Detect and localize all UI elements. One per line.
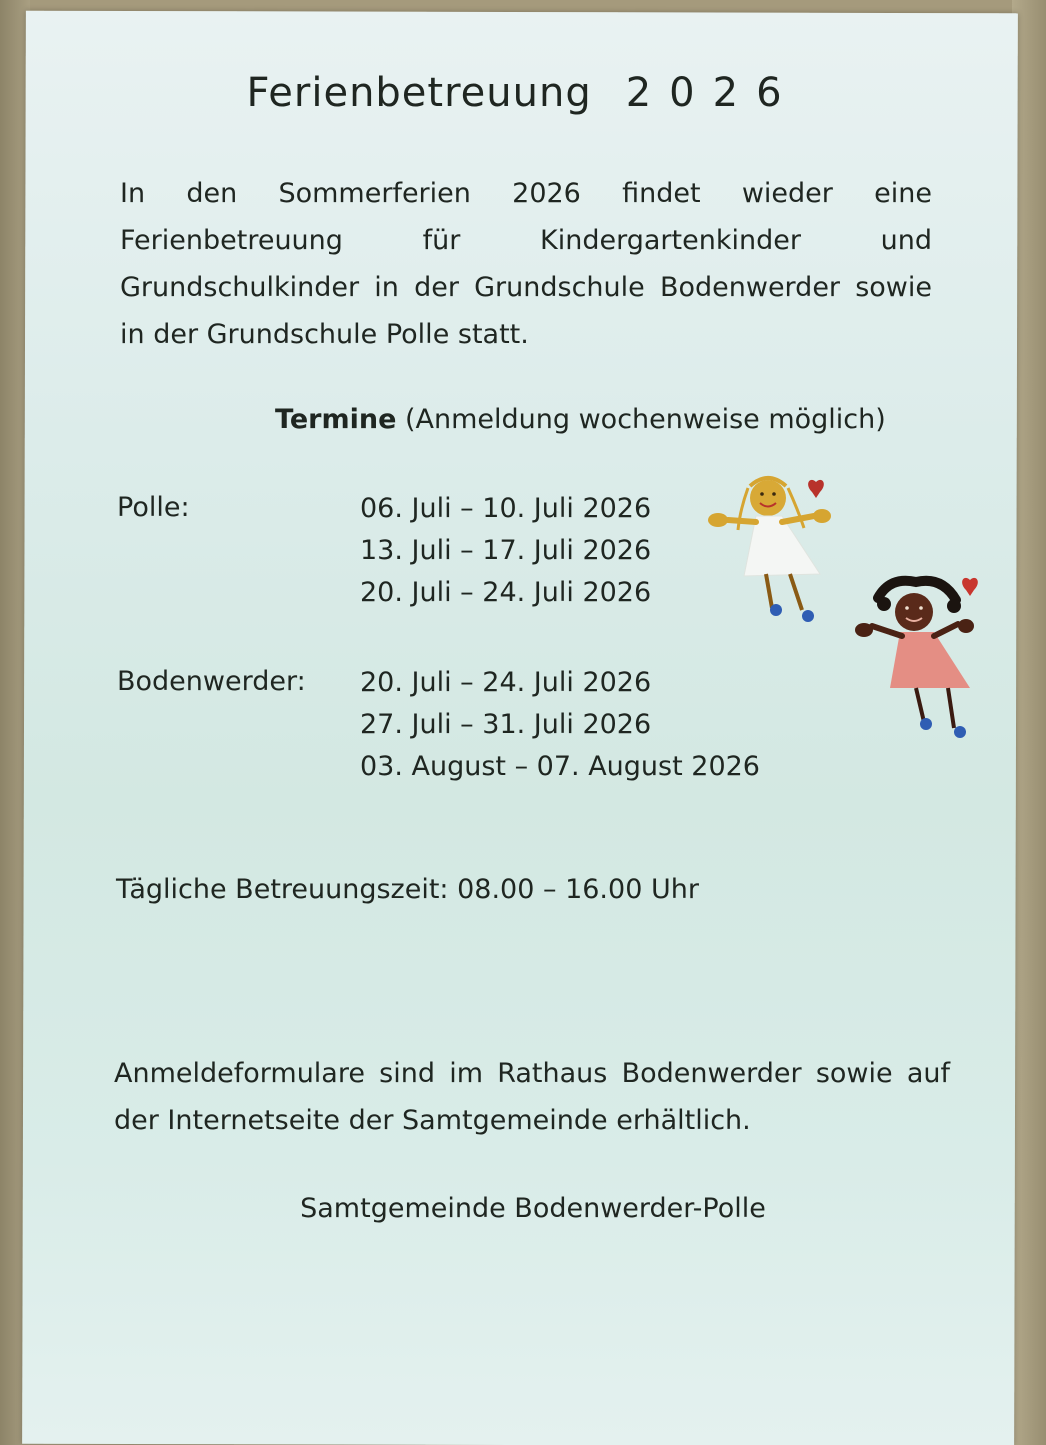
child-dark-pink-dress-icon (850, 570, 990, 750)
date-range: 13. Juli – 17. Juli 2026 (360, 535, 652, 566)
location-label-polle: Polle: (117, 492, 190, 523)
date-range: 06. Juli – 10. Juli 2026 (360, 493, 652, 524)
title-text: Ferienbetreuung (246, 70, 592, 116)
termine-heading (275, 404, 886, 435)
date-range: 20. Juli – 24. Juli 2026 (360, 667, 652, 698)
date-range: 20. Juli – 24. Juli 2026 (360, 577, 652, 608)
date-list-bodenwerder (360, 662, 760, 788)
date-range: 03. August – 07. August 2026 (360, 751, 760, 782)
termine-label: Termine (275, 404, 397, 435)
child-blonde-white-dress-icon (700, 470, 840, 630)
termine-note: (Anmeldung wochenweise möglich) (404, 404, 886, 435)
date-list-polle (360, 488, 651, 614)
location-label-bodenwerder: Bodenwerder: (117, 666, 306, 697)
date-range: 27. Juli – 31. Juli 2026 (360, 709, 652, 740)
signature: Samtgemeinde Bodenwerder-Polle (300, 1193, 766, 1224)
notice-title (0, 70, 1046, 116)
intro-paragraph: In den Sommerferien 2026 findet wieder eine Ferienbetreuung für Kindergartenkinder und Grundschulkinder in der Grundschule Bodenwerder sowie in der Grundschule Polle statt. (120, 178, 932, 350)
title-year: 2026 (625, 70, 800, 116)
forms-paragraph: Anmeldeformulare sind im Rathaus Bodenwerder sowie auf der Internetseite der Samtgemeinde erhältlich. (114, 1058, 950, 1136)
daily-hours: Tägliche Betreuungszeit: 08.00 – 16.00 Uhr (116, 874, 699, 905)
